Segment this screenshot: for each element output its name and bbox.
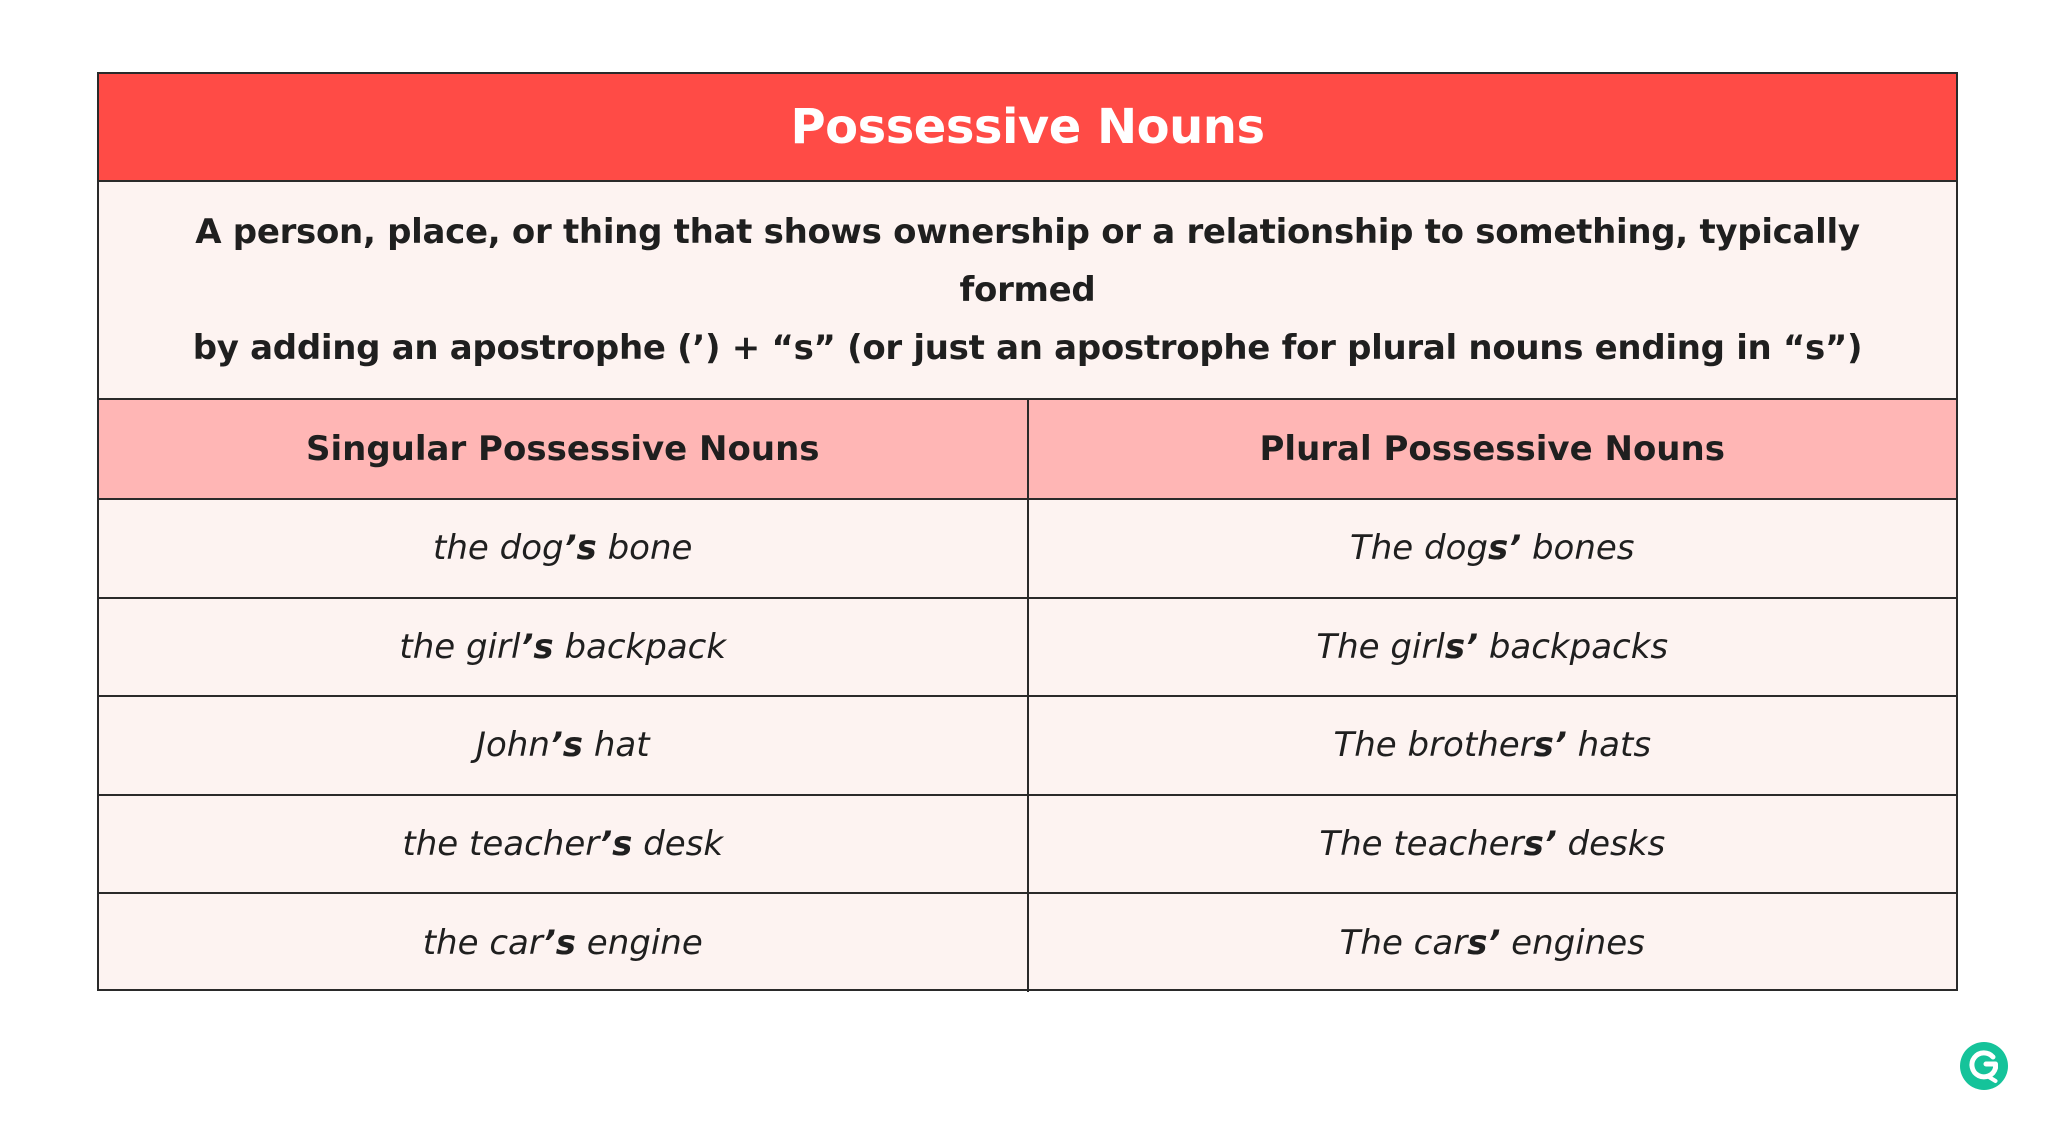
possessive-mark: s’	[1487, 528, 1522, 569]
header-plural: Plural Possessive Nouns	[1028, 400, 1957, 499]
definition-line-1: A person, place, or thing that shows ownership or a relationship to something, typically formed	[195, 212, 1860, 310]
plural-cell: The girls’ backpacks	[1028, 598, 1957, 697]
possessive-mark: ’s	[563, 528, 597, 569]
singular-cell: the dog’s bone	[99, 499, 1028, 598]
plural-cell: The brothers’ hats	[1028, 696, 1957, 795]
examples-table	[99, 400, 1956, 992]
plural-cell: The cars’ engines	[1339, 922, 1645, 963]
possessive-mark: s’	[1467, 922, 1501, 963]
possessive-nouns-card	[97, 72, 1958, 991]
grammarly-logo-icon	[1959, 1041, 2009, 1091]
table-header-row	[99, 400, 1956, 499]
header-singular: Singular Possessive Nouns	[99, 400, 1028, 499]
table-row	[99, 499, 1956, 598]
plural-cell: The dogs’ bones	[1028, 499, 1957, 598]
table-row	[99, 696, 1956, 795]
possessive-mark: ’s	[542, 922, 576, 963]
title-bar	[99, 74, 1956, 182]
definition-panel	[99, 182, 1956, 400]
singular-cell: the girl’s backpack	[99, 598, 1028, 697]
possessive-mark: ’s	[520, 626, 554, 667]
page-title: Possessive Nouns	[790, 99, 1265, 155]
possessive-mark: s’	[1523, 823, 1557, 864]
singular-cell: the teacher’s desk	[99, 795, 1028, 894]
definition-text	[159, 203, 1896, 377]
possessive-mark: ’s	[599, 823, 633, 864]
plural-cell: The teachers’ desks	[1028, 795, 1957, 894]
possessive-mark: s’	[1533, 725, 1567, 766]
table-row	[99, 893, 1956, 992]
definition-line-2: by adding an apostrophe (’) + “s” (or just an apostrophe for plural nouns ending in “s”)	[192, 328, 1863, 368]
table-row	[99, 795, 1956, 894]
singular-cell: the car’s engine	[99, 893, 1028, 992]
table-row	[99, 598, 1956, 697]
possessive-mark: ’s	[549, 725, 584, 766]
possessive-mark: s’	[1444, 626, 1479, 667]
singular-cell: John’s hat	[99, 696, 1028, 795]
